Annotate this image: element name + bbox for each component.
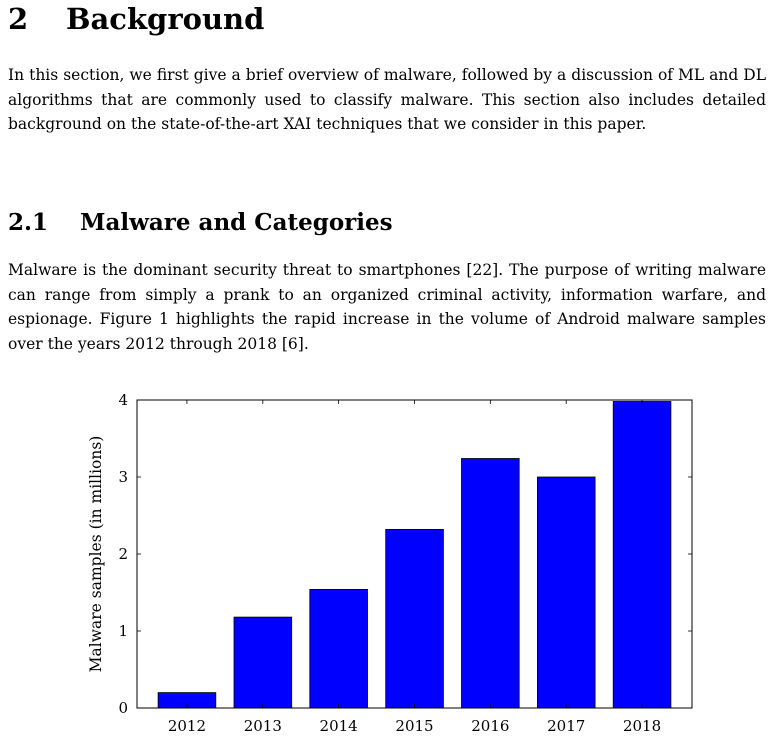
x-tick-label: 2014 [319, 717, 358, 735]
section-number: 2 [8, 2, 29, 36]
bar-2014 [310, 589, 368, 708]
malware-bar-chart [0, 386, 774, 744]
x-tick-label: 2015 [395, 717, 434, 735]
bar-2013 [234, 617, 292, 708]
bar-2015 [386, 529, 444, 708]
x-tick-label: 2016 [471, 717, 510, 735]
x-tick-label: 2017 [547, 717, 586, 735]
subsection-title: Malware and Categories [80, 209, 393, 236]
bar-2017 [537, 477, 595, 708]
x-tick-label: 2012 [167, 717, 207, 735]
y-tick-label: 1 [118, 622, 128, 640]
subsection-number: 2.1 [8, 209, 49, 236]
subsection-heading [8, 208, 393, 238]
y-tick-label: 4 [118, 391, 128, 409]
subsection-body-paragraph: Malware is the dominant security threat to smartphones [22]. The purpose of writing malware can range from simply a prank to an organized criminal activity, information warfare, and espionage. Figure 1 highlights the rapid increase in the volume of Android malware samples over the years 2012 through 2018 [6]. [8, 261, 766, 353]
section-intro-paragraph: In this section, we first give a brief overview of malware, followed by a discussion of ML and DL algorithms that are commonly used to classify malware. This section also includes detailed background on the state-of-the-art XAI techniques that we consider in this paper. [8, 66, 766, 133]
y-tick-label: 0 [118, 699, 128, 717]
bar-2016 [462, 459, 520, 709]
section-title: Background [66, 2, 265, 36]
y-tick-label: 2 [118, 545, 128, 563]
bar-2018 [613, 402, 671, 709]
section-heading [8, 2, 264, 36]
x-tick-label: 2013 [243, 717, 282, 735]
malware-samples-figure [0, 386, 774, 748]
y-axis-label: Malware samples (in millions) [87, 435, 105, 673]
x-tick-label: 2018 [622, 717, 662, 735]
y-tick-label: 3 [118, 468, 128, 486]
